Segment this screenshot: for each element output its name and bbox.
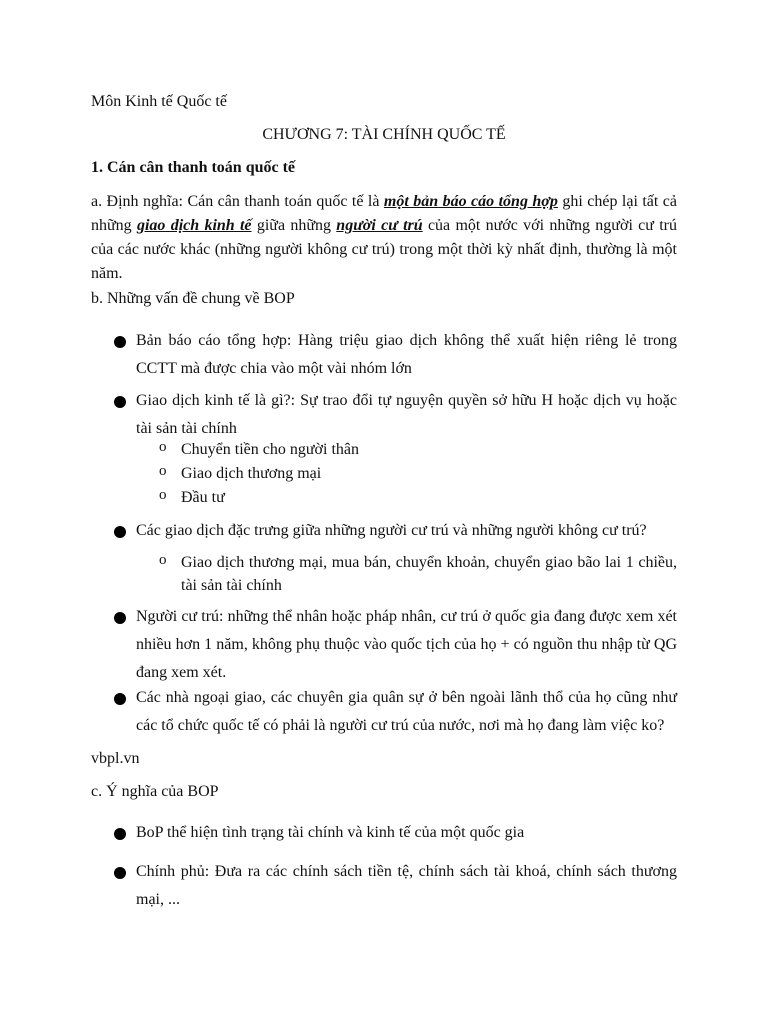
sub-bullet-icon: o [159,439,167,455]
sub-bullet-icon: o [159,552,167,568]
subsection-heading-c: c. Ý nghĩa của BOP [91,783,219,800]
bullet-icon [114,396,126,408]
definition-text-4: của một nước với những người cư trú của các nước khác (những người không cư trú) trong một thời kỳ nhất định, thường là một năm. [91,217,678,282]
list-item: Các nhà ngoại giao, các chuyên gia quân sự ở bên ngoài lãnh thổ của họ cũng như các tổ chức quốc tế có phải là người cư trú của nước, nơi mà họ đang làm việc ko? [136,689,677,734]
list-item: Bản báo cáo tổng hợp: Hàng triệu giao dịch không thể xuất hiện riêng lẻ trong CCTT mà được chia vào một vài nhóm lớn [136,332,677,377]
chapter-title: CHƯƠNG 7: TÀI CHÍNH QUỐC TẾ [262,126,506,143]
subsection-heading-b: b. Những vấn đề chung về BOP [91,290,295,307]
definition-text-2: ghi chép lại tất cả những [91,193,678,234]
definition-emphasis-transaction: giao dịch kinh tế [136,217,252,234]
definition-emphasis-resident: người cư trú [336,217,423,234]
bullet-icon [114,612,126,624]
section-heading-bop: 1. Cán cân thanh toán quốc tế [91,159,296,176]
definition-emphasis-report: một bản báo cáo tổng hợp [383,193,558,210]
definition-paragraph [91,190,677,286]
bullet-icon [114,693,126,705]
bullet-icon [114,526,126,538]
sub-bullet-icon: o [159,487,167,503]
sub-list-item: Giao dịch thương mại, mua bán, chuyển khoản, chuyển giao bão lai 1 chiều, tài sản tài chính [181,554,677,594]
subject-line: Môn Kinh tế Quốc tế [91,93,227,110]
list-item: Các giao dịch đặc trưng giữa những người cư trú và những người không cư trú? [136,522,647,539]
sub-list-item: Giao dịch thương mại [181,465,322,482]
source-note: vbpl.vn [91,750,140,767]
definition-text-1: a. Định nghĩa: Cán cân thanh toán quốc tế là [91,193,384,210]
definition-text-3: giữa những [251,217,337,234]
bullet-icon [114,336,126,348]
bullet-icon [114,867,126,879]
sub-list-item: Chuyển tiền cho người thân [181,441,359,458]
bullet-icon [114,828,126,840]
list-item: Giao dịch kinh tế là gì?: Sự trao đổi tự nguyện quyền sở hữu H hoặc dịch vụ hoặc tài sản tài chính [136,392,677,437]
list-item: Chính phủ: Đưa ra các chính sách tiền tệ, chính sách tài khoá, chính sách thương mại, ... [136,863,677,908]
sub-list-item: Đầu tư [181,489,225,506]
sub-bullet-icon: o [159,463,167,479]
list-item: BoP thể hiện tình trạng tài chính và kinh tế của một quốc gia [136,824,525,841]
list-item: Người cư trú: những thể nhân hoặc pháp nhân, cư trú ở quốc gia đang được xem xét nhiều hơn 1 năm, không phụ thuộc vào quốc tịch của họ + có nguồn thu nhập từ QG đang xem xét. [136,608,677,681]
